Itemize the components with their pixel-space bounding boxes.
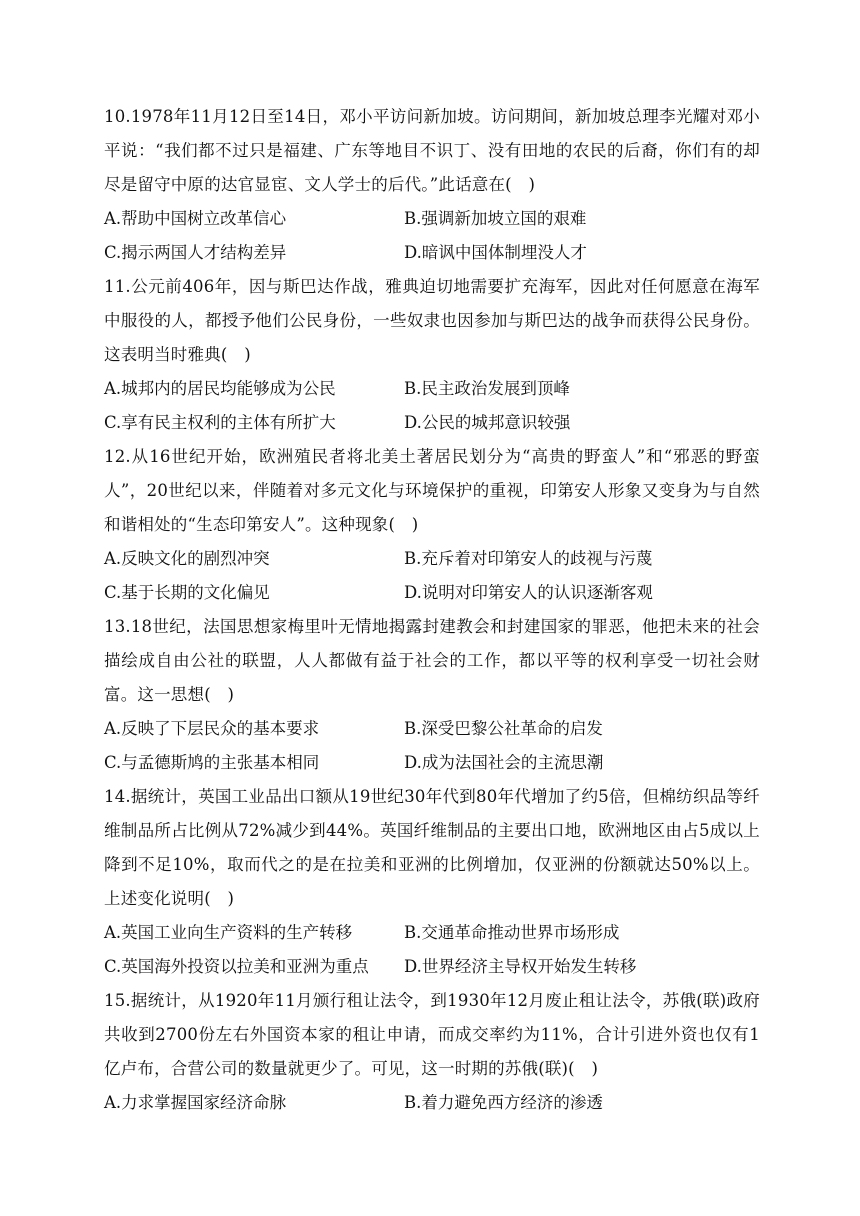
option-b: B.充斥着对印第安人的歧视与污蔑 bbox=[404, 549, 653, 568]
option-b: B.强调新加坡立国的艰难 bbox=[404, 209, 587, 228]
option-row bbox=[104, 950, 760, 984]
question-stem: 12.从16世纪开始，欧洲殖民者将北美土著居民划分为“高贵的野蛮人”和“邪恶的野蛮人”，20世纪以来，伴随着对多元文化与环境保护的重视，印第安人形象又变身为与自然和谐相处的“生态印第安人”。这种现象( ) bbox=[104, 447, 760, 534]
option-c: C.英国海外投资以拉美和亚洲为重点 bbox=[104, 957, 369, 976]
question-stem: 10.1978年11月12日至14日，邓小平访问新加坡。访问期间，新加坡总理李光耀对邓小平说：“我们都不过只是福建、广东等地目不识丁、没有田地的农民的后裔，你们有的却尽是留守中原的达官显宦、文人学士的后代。”此话意在( ) bbox=[104, 107, 760, 194]
question-stem: 13.18世纪，法国思想家梅里叶无情地揭露封建教会和封建国家的罪恶，他把未来的社会描绘成自由公社的联盟，人人都做有益于社会的工作，都以平等的权利享受一切社会财富。这一思想( ) bbox=[104, 617, 760, 704]
option-c: C.享有民主权利的主体有所扩大 bbox=[104, 413, 336, 432]
option-a: A.城邦内的居民均能够成为公民 bbox=[104, 379, 336, 398]
question-13 bbox=[104, 610, 760, 780]
option-row bbox=[104, 542, 760, 576]
question-stem: 15.据统计，从1920年11月颁行租让法令，到1930年12月废止租让法令，苏俄(联)政府共收到2700份左右外国资本家的租让申请，而成交率约为11%，合计引进外资也仅有1亿卢布，合营公司的数量就更少了。可见，这一时期的苏俄(联)( ) bbox=[104, 991, 760, 1078]
option-c: C.基于长期的文化偏见 bbox=[104, 583, 270, 602]
option-row bbox=[104, 236, 760, 270]
option-c: C.与孟德斯鸠的主张基本相同 bbox=[104, 753, 320, 772]
option-b: B.民主政治发展到顶峰 bbox=[404, 379, 570, 398]
question-14 bbox=[104, 780, 760, 984]
question-12 bbox=[104, 440, 760, 610]
question-15 bbox=[104, 984, 760, 1120]
option-b: B.着力避免西方经济的渗透 bbox=[404, 1093, 603, 1112]
option-row bbox=[104, 202, 760, 236]
option-a: A.英国工业向生产资料的生产转移 bbox=[104, 923, 353, 942]
exam-page bbox=[104, 100, 760, 1120]
option-a: A.力求掌握国家经济命脉 bbox=[104, 1093, 287, 1112]
option-row bbox=[104, 576, 760, 610]
option-row bbox=[104, 406, 760, 440]
option-b: B.交通革命推动世界市场形成 bbox=[404, 923, 620, 942]
option-b: B.深受巴黎公社革命的启发 bbox=[404, 719, 603, 738]
option-row bbox=[104, 372, 760, 406]
option-d: D.公民的城邦意识较强 bbox=[404, 413, 571, 432]
option-d: D.成为法国社会的主流思潮 bbox=[404, 753, 604, 772]
option-a: A.反映了下层民众的基本要求 bbox=[104, 719, 320, 738]
question-11 bbox=[104, 270, 760, 440]
option-a: A.反映文化的剧烈冲突 bbox=[104, 549, 270, 568]
option-row bbox=[104, 916, 760, 950]
option-c: C.揭示两国人才结构差异 bbox=[104, 243, 287, 262]
option-a: A.帮助中国树立改革信心 bbox=[104, 209, 287, 228]
question-stem: 14.据统计，英国工业品出口额从19世纪30年代到80年代增加了约5倍，但棉纺织品等纤维制品所占比例从72%减少到44%。英国纤维制品的主要出口地，欧洲地区由占5成以上降到不足10%，取而代之的是在拉美和亚洲的比例增加，仅亚洲的份额就达50%以上。上述变化说明( ) bbox=[104, 787, 760, 908]
option-d: D.暗讽中国体制埋没人才 bbox=[404, 243, 587, 262]
question-10 bbox=[104, 100, 760, 270]
option-row bbox=[104, 1086, 760, 1120]
option-d: D.世界经济主导权开始发生转移 bbox=[404, 957, 637, 976]
option-row bbox=[104, 746, 760, 780]
option-d: D.说明对印第安人的认识逐渐客观 bbox=[404, 583, 653, 602]
option-row bbox=[104, 712, 760, 746]
question-stem: 11.公元前406年，因与斯巴达作战，雅典迫切地需要扩充海军，因此对任何愿意在海军中服役的人，都授予他们公民身份，一些奴隶也因参加与斯巴达的战争而获得公民身份。这表明当时雅典( ) bbox=[104, 277, 760, 364]
